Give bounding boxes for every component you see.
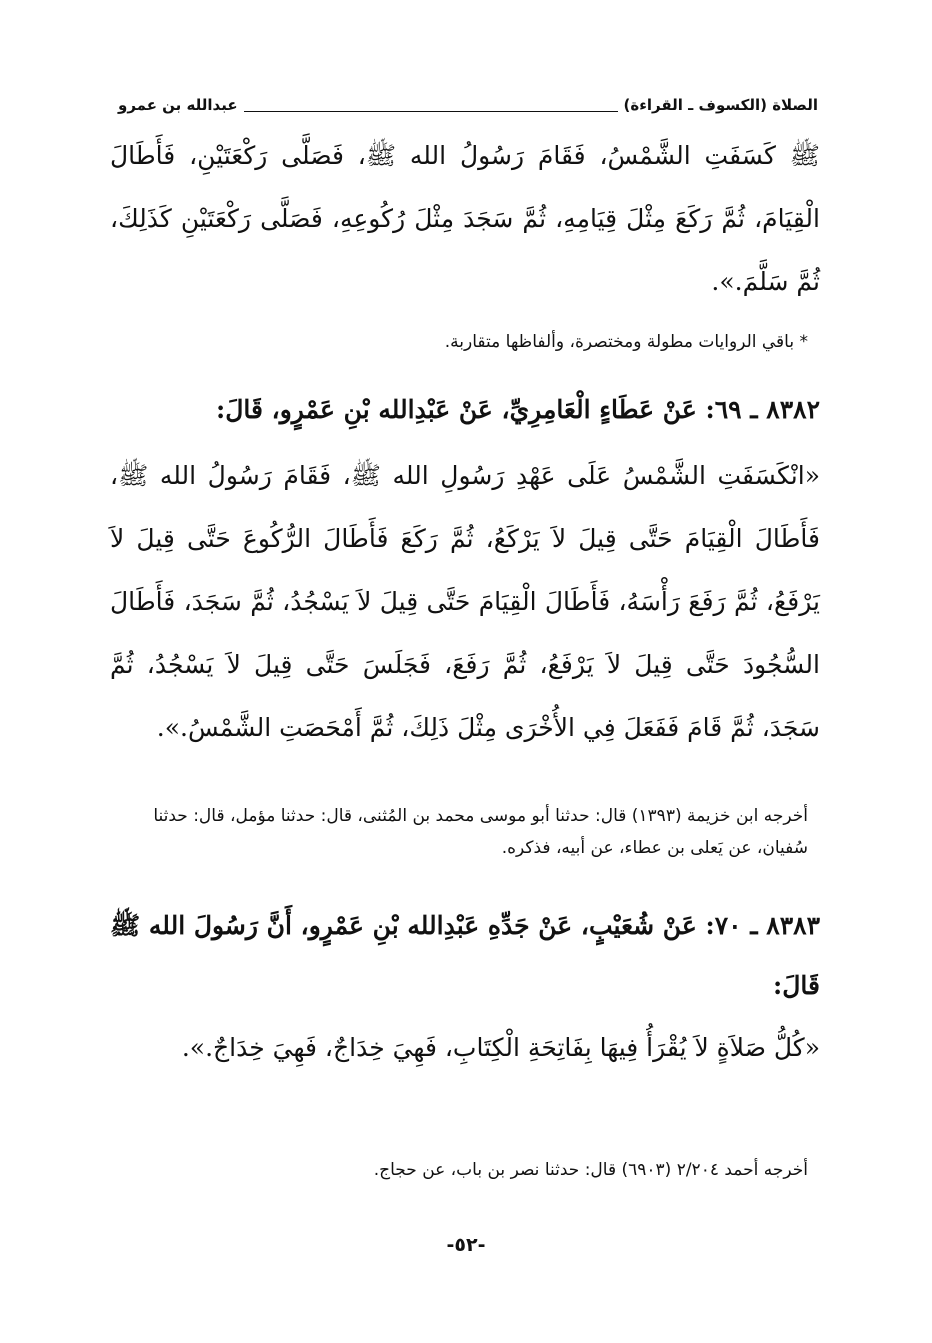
page-number: -٥٢- [446, 1234, 486, 1256]
narrations-remark: * باقي الروايات مطولة ومختصرة، وألفاظها متقاربة. [444, 332, 808, 352]
header-section-title: الصلاة (الكسوف ـ القراءة) [623, 96, 818, 114]
header-narrator-title: عبدالله بن عمرو [118, 96, 238, 114]
hadith-8382-text: «انْكَسَفَتِ الشَّمْسُ عَلَى عَهْدِ رَسُولِ الله ﷺ، فَقَامَ رَسُولُ الله ﷺ، فَأَطَالَ الْقِيَامَ حَتَّى قِيلَ لاَ يَرْكَعُ، ثُمَّ رَكَعَ فَأَطَالَ الرُّكُوعَ حَتَّى قِيلَ لاَ يَرْفَعُ، ثُمَّ رَفَعَ رَأْسَهُ، فَأَطَالَ الْقِيَامَ حَتَّى قِيلَ لاَ يَسْجُدُ، ثُمَّ سَجَدَ، فَأَطَالَ السُّجُودَ حَتَّى قِيلَ لاَ يَرْفَعُ، ثُمَّ رَفَعَ، فَجَلَسَ حَتَّى قِيلَ لاَ يَسْجُدُ، ثُمَّ سَجَدَ، ثُمَّ قَامَ فَفَعَلَ فِي الأُخْرَى مِثْلَ ذَلِكَ، ثُمَّ أَمْحَصَتِ الشَّمْسُ.». [110, 461, 820, 742]
hadith-8382-takhrij: أخرجه ابن خزيمة (١٣٩٣) قال: حدثنا أبو موسى محمد بن المُثنى، قال: حدثنا مؤمل، قال: حدثنا سُفيان، عن يَعلى بن عطاء، عن أبيه، فذكره. [153, 806, 808, 858]
hadith-8382-heading: ٨٣٨٢ ـ ٦٩: عَنْ عَطَاءٍ الْعَامِرِيِّ، عَنْ عَبْدِالله بْنِ عَمْرٍو، قَالَ: [215, 395, 820, 424]
hadith-8383-text: «كُلُّ صَلاَةٍ لاَ يُقْرَأُ فِيهَا بِفَاتِحَةِ الْكِتَابِ، فَهِيَ خِدَاجٌ، فَهِيَ خِدَاجٌ.». [181, 1033, 820, 1062]
header-rule [244, 99, 618, 112]
running-header [118, 92, 818, 118]
hadith-8383-heading: ٨٣٨٣ ـ ٧٠: عَنْ شُعَيْبٍ، عَنْ جَدِّهِ عَبْدِالله بْنِ عَمْرٍو، أَنَّ رَسُولَ الله ﷺ قَالَ: [110, 911, 820, 1000]
hadith-continuation-text: ﷺ كَسَفَتِ الشَّمْسُ، فَقَامَ رَسُولُ الله ﷺ، فَصَلَّى رَكْعَتَيْنِ، فَأَطَالَ الْقِيَامَ، ثُمَّ رَكَعَ مِثْلَ قِيَامِهِ، ثُمَّ سَجَدَ مِثْلَ رُكُوعِهِ، فَصَلَّى رَكْعَتَيْنِ كَذَلِكَ، ثُمَّ سَلَّمَ.». [110, 141, 820, 296]
hadith-8383-takhrij: أخرجه أحمد ٢/٢٠٤ (٦٩٠٣) قال: حدثنا نصر بن باب، عن حجاج. [373, 1160, 808, 1180]
